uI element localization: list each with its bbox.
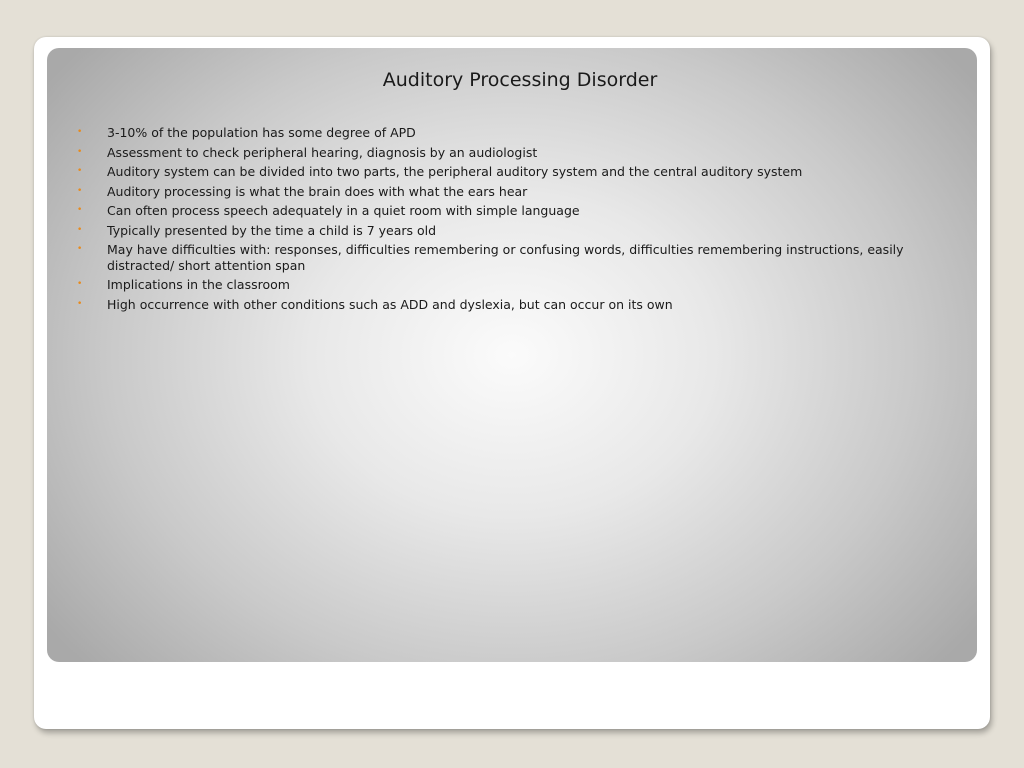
bullet-text: High occurrence with other conditions such as ADD and dyslexia, but can occur on its own bbox=[107, 296, 673, 312]
bullet-item bbox=[77, 164, 937, 180]
bullet-item bbox=[77, 203, 937, 219]
bullet-item bbox=[77, 297, 937, 313]
bullet-text: Auditory processing is what the brain does with what the ears hear bbox=[107, 183, 528, 199]
bullet-icon: • bbox=[77, 166, 83, 176]
bullet-item bbox=[77, 242, 937, 273]
bullet-icon: • bbox=[77, 298, 83, 309]
bullet-text: Typically presented by the time a child is 7 years old bbox=[107, 222, 437, 238]
bullet-icon: • bbox=[77, 224, 83, 235]
bullet-text: 3-10% of the population has some degree of APD bbox=[107, 125, 416, 140]
slide-frame bbox=[34, 37, 990, 729]
content-panel bbox=[47, 48, 977, 662]
bullet-item bbox=[77, 145, 937, 161]
bullet-icon: • bbox=[77, 244, 83, 254]
bullet-text: Auditory system can be divided into two parts, the peripheral auditory system and the central auditory system bbox=[107, 164, 803, 179]
bullet-icon: • bbox=[77, 205, 83, 215]
bullet-icon: • bbox=[77, 279, 83, 289]
slide-title: Auditory Processing Disorder bbox=[382, 69, 658, 91]
bullet-icon: • bbox=[77, 127, 83, 137]
bullet-list bbox=[77, 125, 937, 316]
bullet-text: Can often process speech adequately in a quiet room with simple language bbox=[107, 203, 580, 218]
bullet-text: Implications in the classroom bbox=[107, 277, 290, 292]
bullet-item bbox=[77, 277, 937, 293]
bullet-icon: • bbox=[77, 185, 83, 196]
bullet-icon: • bbox=[77, 146, 83, 157]
bullet-item bbox=[77, 125, 937, 141]
bullet-item bbox=[77, 223, 937, 239]
bullet-text: May have difficulties with: responses, difficulties remembering or confusing words, difficulties remembering instructions, easily distracted/ short attention span bbox=[107, 242, 904, 273]
bullet-text: Assessment to check peripheral hearing, diagnosis by an audiologist bbox=[107, 144, 538, 160]
bullet-item bbox=[77, 184, 937, 200]
